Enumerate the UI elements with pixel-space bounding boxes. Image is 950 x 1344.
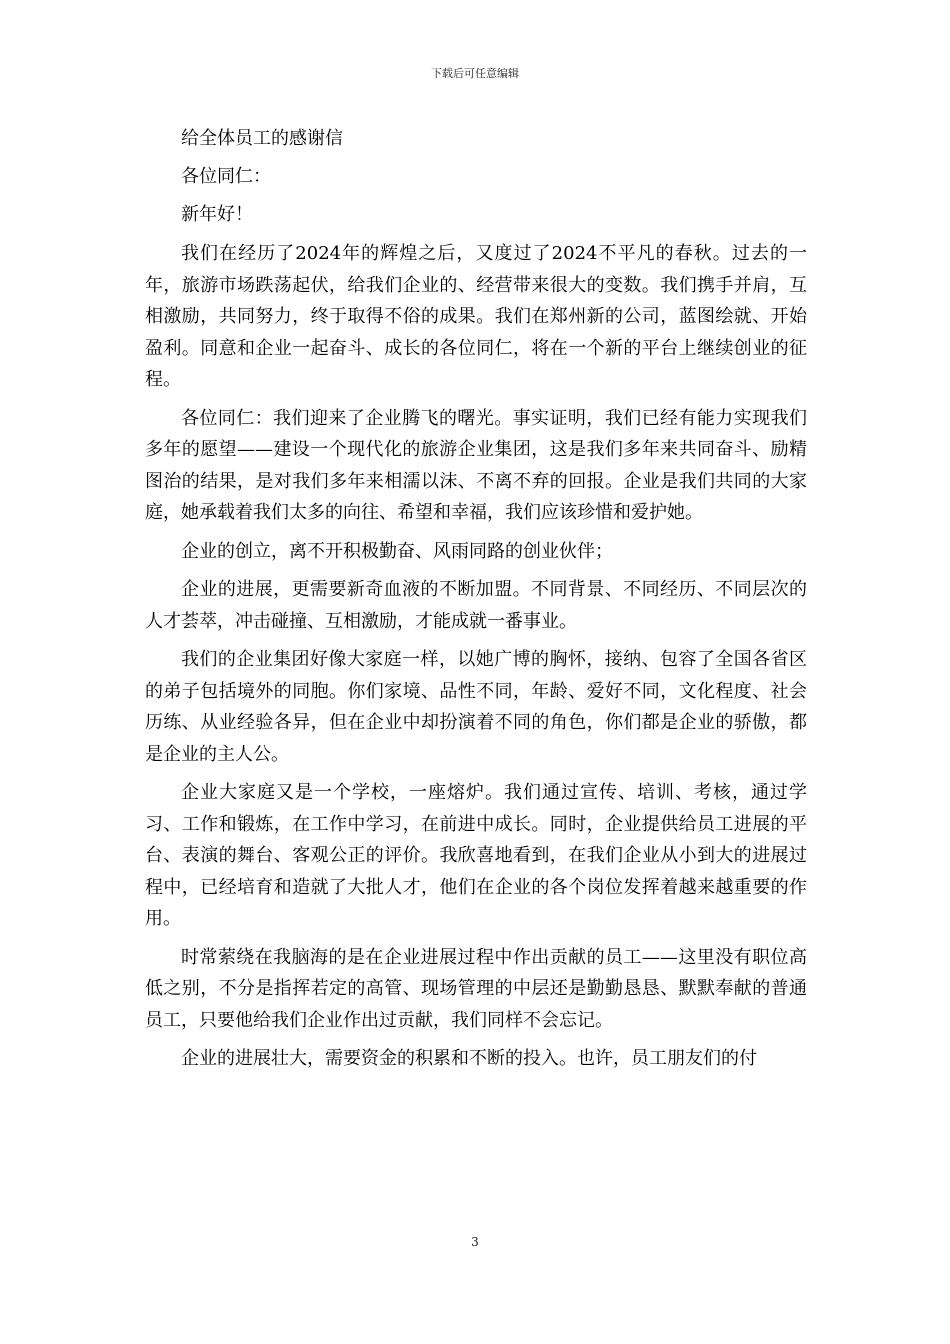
- paragraph-1: 我们在经历了2024年的辉煌之后，又度过了2024不平凡的春秋。过去的一年，旅游市场跌荡起伏，给我们企业的、经营带来很大的变数。我们携手并肩，互相激励，共同努力，终于取得不俗的成果。我们在郑州新的公司，蓝图绘就、开始盈利。同意和企业一起奋斗、成长的各位同仁，将在一个新的平台上继续创业的征程。: [145, 243, 807, 390]
- letter-salutation: 各位同仁：: [181, 166, 271, 187]
- paragraph-7: 时常萦绕在我脑海的是在企业进展过程中作出贡献的员工——这里没有职位高低之别，不分是指挥若定的高管、现场管理的中层还是勤勤恳恳、默默奉献的普通员工，只要他给我们企业作出过贡献，我们同样不会忘记。: [145, 946, 807, 1031]
- letter-title: 给全体员工的感谢信: [181, 128, 343, 149]
- letter-body: [145, 124, 807, 1082]
- paragraph-8: 企业的进展壮大，需要资金的积累和不断的投入。也许，员工朋友们的付: [181, 1048, 757, 1069]
- page-header-note: 下载后可任意编辑: [431, 67, 519, 80]
- paragraph-5: 我们的企业集团好像大家庭一样，以她广博的胸怀，接纳、包容了全国各省区的弟子包括境外的同胞。你们家境、品性不同，年龄、爱好不同，文化程度、社会历练、从业经验各异，但在企业中却扮演着不同的角色，你们都是企业的骄傲，都是企业的主人公。: [145, 649, 807, 765]
- page-number: 3: [471, 1235, 479, 1249]
- paragraph-6: 企业大家庭又是一个学校，一座熔炉。我们通过宣传、培训、考核，通过学习、工作和锻炼，在工作中学习，在前进中成长。同时，企业提供给员工进展的平台、表演的舞台、客观公正的评价。我欣喜地看到，在我们企业从小到大的进展过程中，已经培育和造就了大批人才，他们在企业的各个岗位发挥着越来越重要的作用。: [145, 782, 807, 929]
- paragraph-2: 各位同仁：我们迎来了企业腾飞的曙光。事实证明，我们已经有能力实现我们多年的愿望——建设一个现代化的旅游企业集团，这是我们多年来共同奋斗、励精图治的结果，是对我们多年来相濡以沫、不离不弃的回报。企业是我们共同的大家庭，她承载着我们太多的向往、希望和幸福，我们应该珍惜和爱护她。: [145, 407, 807, 523]
- paragraph-4: 企业的进展，更需要新奇血液的不断加盟。不同背景、不同经历、不同层次的人才荟萃，冲击碰撞、互相激励，才能成就一番事业。: [145, 579, 807, 632]
- letter-greeting: 新年好！: [181, 204, 253, 225]
- paragraph-3: 企业的创立，离不开积极勤奋、风雨同路的创业伙伴；: [181, 540, 613, 562]
